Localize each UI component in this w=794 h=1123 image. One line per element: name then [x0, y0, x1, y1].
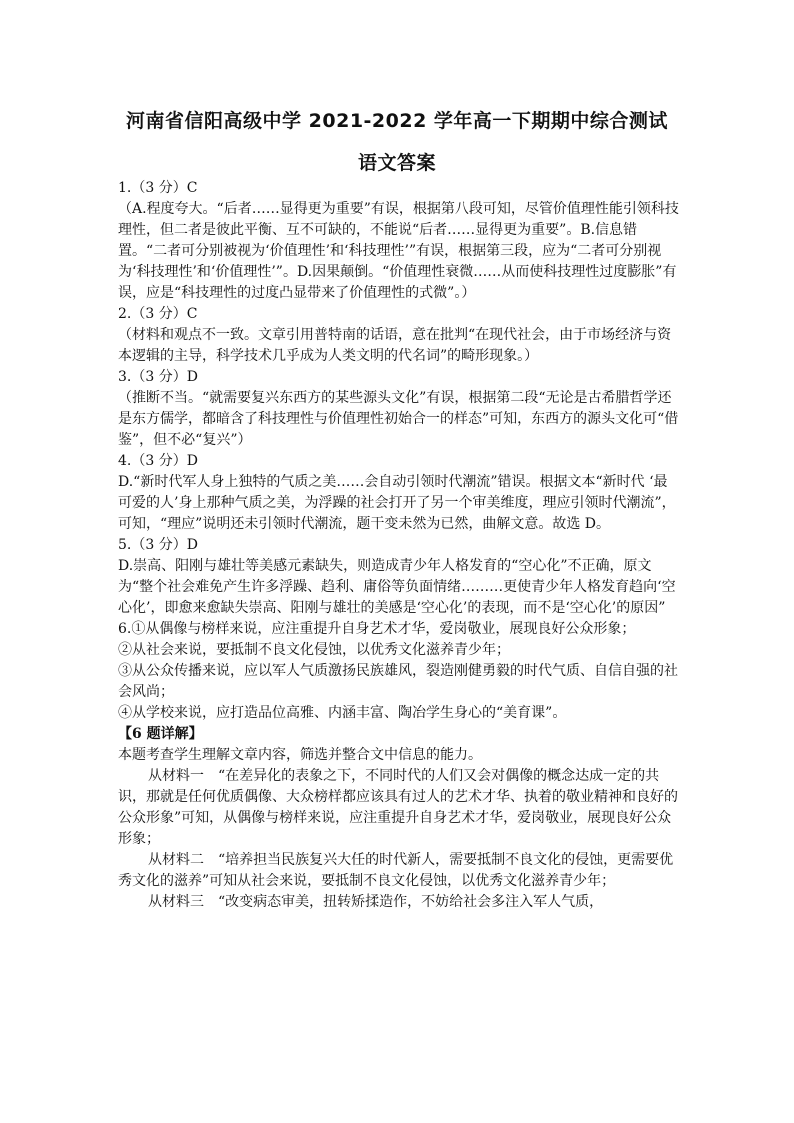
document-title: 河南省信阳高级中学 2021-2022 学年高一下期期中综合测试: [126, 110, 668, 132]
q1-heading: 1.（3 分）C: [118, 180, 198, 196]
q5-explanation: D.崇高、阳刚与雄壮等美感元素缺失，则造成青少年人格发育的“空心化”不正确，原文为“整个社会难免产生许多浮躁、趋利、庸俗等负面情绪………更使青少年人格发育趋向‘空心化’，即愈来愈缺失崇高、阳刚与雄壮的美感是‘空心化’的表现，而不是‘空心化’的原因”: [118, 558, 676, 616]
q3-heading: 3.（3 分）D: [118, 369, 198, 385]
q3-explanation: （推断不当。“就需要复兴东西方的某些源头文化”有误，根据第二段“无论是古希腊哲学还是东方儒学，都暗含了科技理性与价值理性初始合一的样态”可知，东西方的源头文化可“借鉴”，但不必“复兴”）: [118, 390, 679, 448]
q6-item: 6.①从偶像与榜样来说，应注重提升自身艺术才华，爱岗敬业，展现良好公众形象；: [118, 621, 636, 637]
q6-detail-paragraph: 从材料二 “培养担当民族复兴大任的时代新人，需要抵制不良文化的侵蚀，更需要优秀文化的滋养”可知从社会来说，要抵制不良文化侵蚀，以优秀文化滋养青少年；: [118, 852, 674, 889]
document-subtitle: 语文答案: [357, 152, 436, 174]
q6-item: ③从公众传播来说，应以军人气质激扬民族雄风，裂造刚健勇毅的时代气质、自信自强的社会风尚；: [118, 663, 678, 700]
q1-explanation: （A.程度夸大。“后者……显得更为重要”有误，根据第八段可知，尽管价值理性能引领科技理性，但二者是彼此平衡、互不可缺的，不能说“后者……显得更为重要”。B.信息错置。“二者可分别被视为‘价值理性’和‘科技理性’”有误，根据第三段，应为“二者可分别视为‘科技理性’和‘价值理性’”。D.因果颠倒。“价值理性衰微……从而使科技理性过度膨胀”有误，应是“科技理性的过度凸显带来了价值理性的式微”。）: [118, 201, 679, 301]
q6-item: ②从社会来说，要抵制不良文化侵蚀，以优秀文化滋养青少年；: [118, 642, 510, 658]
q6-detail-heading: 【6 题详解】: [118, 726, 203, 742]
answer-body: [118, 178, 680, 913]
q6-detail-intro: 本题考查学生理解文章内容，筛选并整合文中信息的能力。: [118, 747, 482, 763]
q6-detail-paragraph: 从材料一 “在差异化的表象之下，不同时代的人们又会对偶像的概念达成一定的共识，那就是任何优质偶像、大众榜样都应该具有过人的艺术才华、执着的敬业精神和良好的公众形象”可知，从偶像与榜样来说，应注重提升自身艺术才华，爱岗敬业，展现良好公众形象；: [118, 768, 678, 847]
q4-heading: 4.（3 分）D: [118, 453, 198, 469]
q5-heading: 5.（3 分）D: [118, 537, 198, 553]
q2-heading: 2.（3 分）C: [118, 306, 198, 322]
q6-item: ④从学校来说，应打造品位高雅、内涵丰富、陶冶学生身心的“美育课”。: [118, 705, 567, 721]
q6-detail-paragraph: 从材料三 “改变病态审美，扭转矫揉造作，不妨给社会多注入军人气质，: [148, 894, 604, 910]
q4-explanation: D.“新时代军人身上独特的气质之美……会自动引领时代潮流”错误。根据文本“新时代 ‘最可爱的人’身上那种气质之美，为浮躁的社会打开了另一个审美维度，理应引领时代潮流”，可知，“理应”说明还未引领时代潮流，题干变未然为已然，曲解文意。故选 D。: [118, 474, 676, 532]
q2-explanation: （材料和观点不一致。文章引用普特南的话语，意在批判“在现代社会，由于市场经济与资本逻辑的主导，科学技术几乎成为人类文明的代名词”的畸形现象。）: [118, 327, 672, 364]
